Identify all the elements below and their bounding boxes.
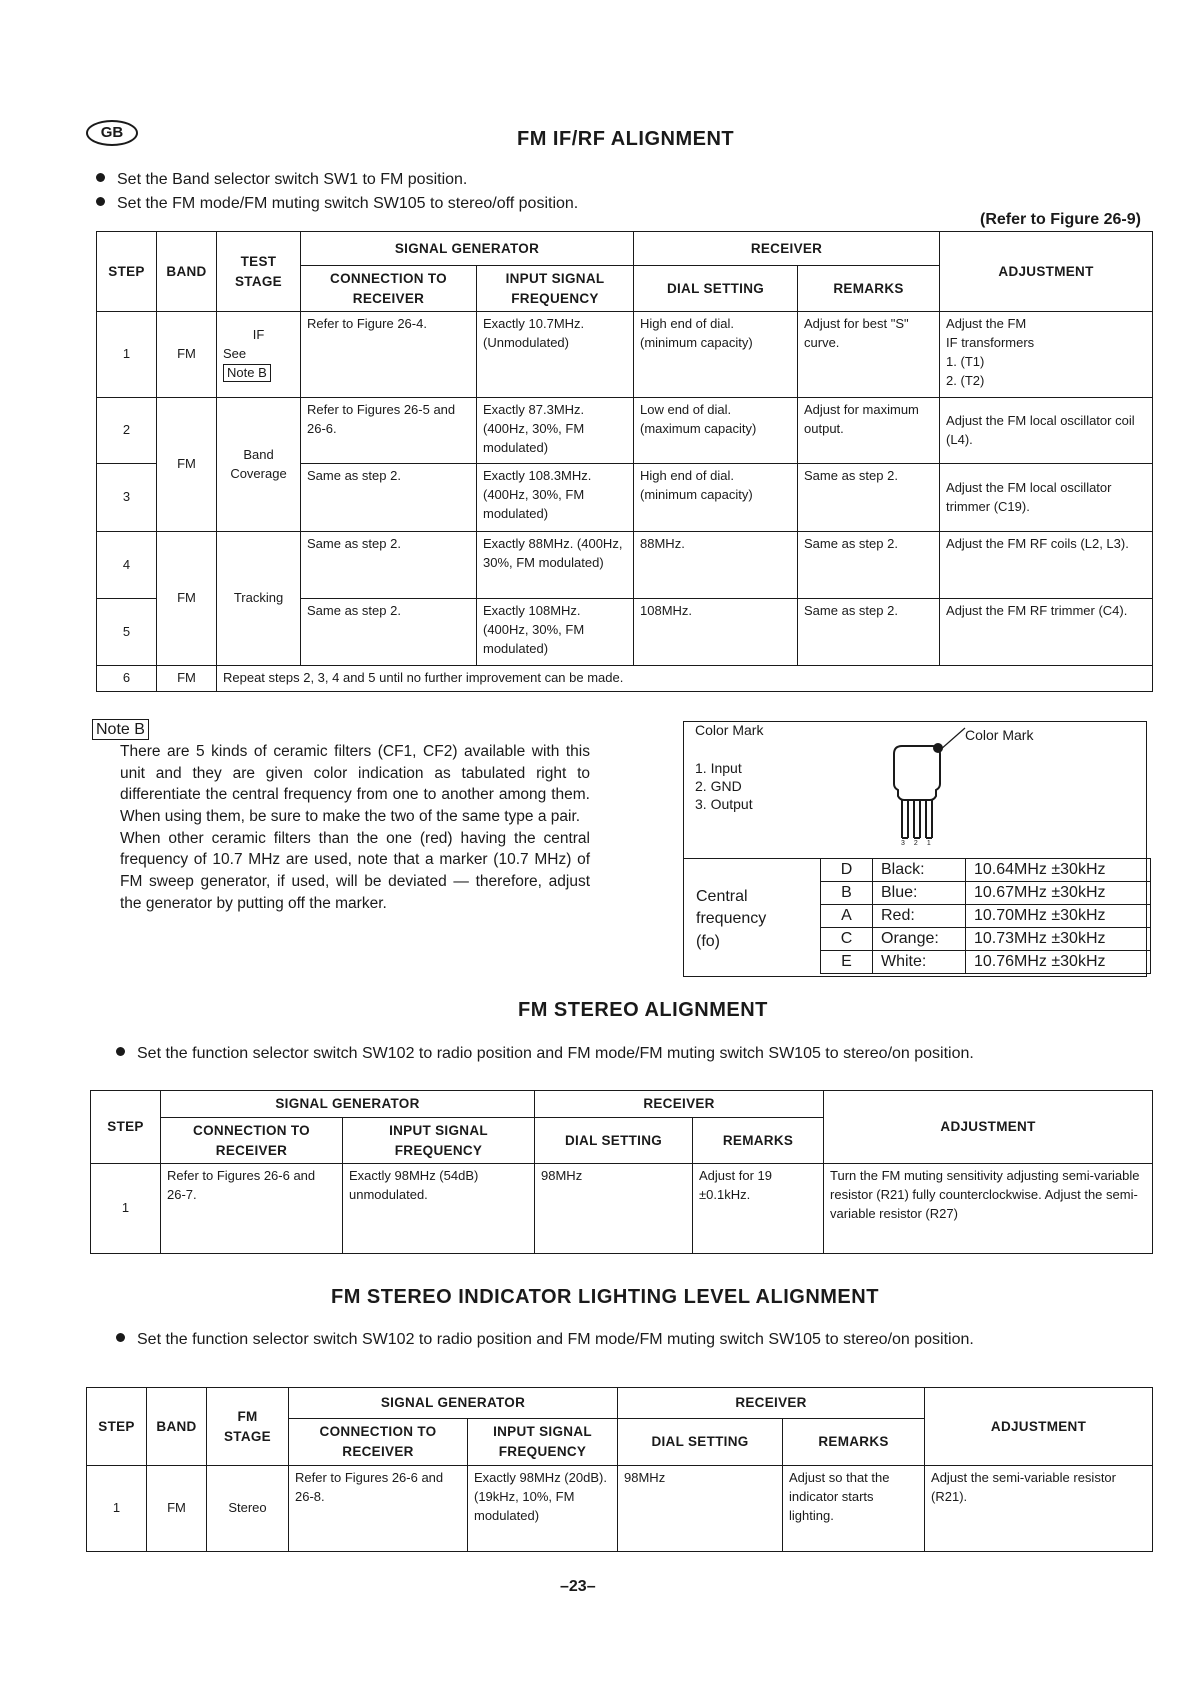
- cell-band: FM: [147, 1466, 207, 1552]
- table-row: [821, 882, 1151, 905]
- filter-color: Black:: [873, 859, 966, 882]
- bullet-icon: [96, 197, 105, 206]
- filter-code: C: [821, 928, 873, 951]
- cell-dial: 98MHz: [535, 1164, 693, 1254]
- cell-band: FM: [157, 398, 217, 532]
- stage-if: IF: [252, 327, 265, 343]
- filter-frequency: 10.67MHz ±30kHz: [966, 882, 1151, 905]
- cell-band: FM: [157, 312, 217, 398]
- bullet-icon: [116, 1047, 125, 1056]
- cell-step: 3: [97, 464, 157, 532]
- cell-repeat-note: Repeat steps 2, 3, 4 and 5 until no further improvement can be made.: [217, 666, 1153, 692]
- note-b-text: [120, 741, 590, 915]
- cell-frequency: Exactly 88MHz. (400Hz, 30%, FM modulated): [477, 532, 634, 599]
- bullet-item: Set the FM mode/FM muting switch SW105 to stereo/off position.: [96, 195, 578, 213]
- cell-remarks: Same as step 2.: [798, 532, 940, 599]
- pin-number: 2: [913, 840, 927, 847]
- header-receiver: RECEIVER: [535, 1091, 824, 1118]
- cell-adjustment: Adjust the semi-variable resistor (R21).: [925, 1466, 1153, 1552]
- cell-adjustment: Turn the FM muting sensitivity adjusting semi-variable resistor (R21) fully counterclockwise. Adjust the semi-variable resistor (R27): [824, 1164, 1153, 1254]
- cell-step: 5: [97, 599, 157, 666]
- header-signal-generator: SIGNAL GENERATOR: [301, 232, 634, 266]
- cell-connection: Refer to Figure 26-4.: [301, 312, 477, 398]
- central-label-line: (fo): [696, 932, 720, 950]
- color-mark-label: Color Mark: [695, 722, 764, 738]
- header-dial-setting: DIAL SETTING: [618, 1419, 783, 1466]
- figure-reference: (Refer to Figure 26-9): [980, 211, 1141, 228]
- pin-label: 2. GND: [695, 778, 742, 794]
- filter-frequency: 10.64MHz ±30kHz: [966, 859, 1151, 882]
- header-signal-generator: SIGNAL GENERATOR: [161, 1091, 535, 1118]
- cell-remarks: Same as step 2.: [798, 599, 940, 666]
- header-receiver: RECEIVER: [634, 232, 940, 266]
- table-row: [97, 666, 1153, 692]
- cell-remarks: Adjust for maximum output.: [798, 398, 940, 464]
- fm-if-rf-table: [96, 231, 1153, 692]
- header-adjustment: ADJUSTMENT: [925, 1388, 1153, 1466]
- cell-frequency: Exactly 108MHz. (400Hz, 30%, FM modulated): [477, 599, 634, 666]
- header-dial-setting: DIAL SETTING: [535, 1118, 693, 1164]
- cell-adjustment: Adjust the FM local oscillator trimmer (C19).: [940, 464, 1153, 532]
- cell-dial: 88MHz.: [634, 532, 798, 599]
- cell-step: 6: [97, 666, 157, 692]
- page-number: –23–: [560, 1578, 596, 1595]
- cell-frequency: Exactly 98MHz (20dB). (19kHz, 10%, FM modulated): [468, 1466, 618, 1552]
- section-title-fm-stereo-indicator: FM STEREO INDICATOR LIGHTING LEVEL ALIGNMENT: [331, 1286, 879, 1308]
- cell-connection: Same as step 2.: [301, 532, 477, 599]
- cell-dial: 98MHz: [618, 1466, 783, 1552]
- cell-stage: Tracking: [217, 532, 301, 666]
- cell-frequency: Exactly 10.7MHz. (Unmodulated): [477, 312, 634, 398]
- header-connection: CONNECTION TO RECEIVER: [161, 1118, 343, 1164]
- table-row: [97, 532, 1153, 599]
- table-row: [97, 312, 1153, 398]
- header-step: STEP: [87, 1388, 147, 1466]
- cell-band: FM: [157, 666, 217, 692]
- filter-code: B: [821, 882, 873, 905]
- header-input-frequency: INPUT SIGNAL FREQUENCY: [477, 266, 634, 312]
- pin-label: 1. Input: [695, 760, 742, 776]
- central-frequency-label: [696, 886, 766, 953]
- region-badge: GB: [86, 120, 138, 146]
- header-step: STEP: [91, 1091, 161, 1164]
- bullet-item: Set the Band selector switch SW1 to FM position.: [96, 171, 467, 189]
- cell-connection: Refer to Figures 26-5 and 26-6.: [301, 398, 477, 464]
- header-connection: CONNECTION TO RECEIVER: [301, 266, 477, 312]
- cell-remarks: Adjust so that the indicator starts lighting.: [783, 1466, 925, 1552]
- stage-see: See: [223, 346, 247, 362]
- cell-step: 2: [97, 398, 157, 464]
- cell-step: 1: [87, 1466, 147, 1552]
- header-band: BAND: [147, 1388, 207, 1466]
- header-fm-stage: FM STAGE: [207, 1388, 289, 1466]
- filter-color: Red:: [873, 905, 966, 928]
- cell-stage: Stereo: [207, 1466, 289, 1552]
- header-receiver: RECEIVER: [618, 1388, 925, 1419]
- pin-numbers: [901, 840, 940, 847]
- cell-connection: Refer to Figures 26-6 and 26-7.: [161, 1164, 343, 1254]
- table-row: [87, 1466, 1153, 1552]
- bullet-icon: [96, 173, 105, 182]
- note-b-paragraph: There are 5 kinds of ceramic filters (CF1, CF2) available with this unit and they are given color indication as tabulated right to differentiate the central frequency from one to another among them. When using them, be sure to make the two of the same type a pair.: [120, 743, 590, 826]
- filter-code: D: [821, 859, 873, 882]
- header-input-frequency: INPUT SIGNAL FREQUENCY: [343, 1118, 535, 1164]
- adjustment-line: 1. (T1): [946, 353, 985, 369]
- filter-code: A: [821, 905, 873, 928]
- header-remarks: REMARKS: [798, 266, 940, 312]
- adjustment-line: Adjust the FM: [946, 316, 1027, 332]
- header-band: BAND: [157, 232, 217, 312]
- central-label-line: frequency: [696, 910, 767, 928]
- cell-remarks: Adjust for best "S" curve.: [798, 312, 940, 398]
- filter-frequency: 10.76MHz ±30kHz: [966, 951, 1151, 974]
- cell-stage: [217, 312, 301, 398]
- ceramic-filter-icon: [880, 726, 970, 856]
- fm-stereo-indicator-table: [86, 1387, 1153, 1552]
- cell-band: FM: [157, 532, 217, 666]
- filter-frequency: 10.70MHz ±30kHz: [966, 905, 1151, 928]
- cell-adjustment: Adjust the FM local oscillator coil (L4).: [940, 398, 1153, 464]
- central-label-line: Central: [696, 888, 748, 905]
- cell-connection: Refer to Figures 26-6 and 26-8.: [289, 1466, 468, 1552]
- header-remarks: REMARKS: [693, 1118, 824, 1164]
- section-title-fm-if-rf: FM IF/RF ALIGNMENT: [517, 128, 735, 150]
- filter-color: Orange:: [873, 928, 966, 951]
- cell-step: 1: [97, 312, 157, 398]
- fm-stereo-table: [90, 1090, 1153, 1254]
- cell-dial: High end of dial. (minimum capacity): [634, 312, 798, 398]
- note-b-paragraph: When other ceramic filters than the one (red) having the central frequency of 10.7 MHz are used, note that a marker (10.7 MHz) of FM sweep generator, if used, will be deviated — therefore, adjust the generator by putting off the marker.: [120, 829, 590, 912]
- cell-adjustment: Adjust the FM RF trimmer (C4).: [940, 599, 1153, 666]
- central-frequency-table: [820, 858, 1151, 974]
- cell-frequency: Exactly 98MHz (54dB) unmodulated.: [343, 1164, 535, 1254]
- color-mark-label: Color Mark: [965, 727, 1034, 743]
- cell-adjustment: [940, 312, 1153, 398]
- section-title-fm-stereo: FM STEREO ALIGNMENT: [518, 999, 768, 1021]
- cell-remarks: Adjust for 19 ±0.1kHz.: [693, 1164, 824, 1254]
- cell-step: 1: [91, 1164, 161, 1254]
- cell-connection: Same as step 2.: [301, 599, 477, 666]
- cell-step: 4: [97, 532, 157, 599]
- cell-frequency: Exactly 108.3MHz. (400Hz, 30%, FM modulated): [477, 464, 634, 532]
- header-connection: CONNECTION TO RECEIVER: [289, 1419, 468, 1466]
- pin-number: 1: [926, 840, 940, 847]
- cell-connection: Same as step 2.: [301, 464, 477, 532]
- header-step: STEP: [97, 232, 157, 312]
- cell-stage: Band Coverage: [217, 398, 301, 532]
- header-signal-generator: SIGNAL GENERATOR: [289, 1388, 618, 1419]
- table-row: [821, 859, 1151, 882]
- cell-remarks: Same as step 2.: [798, 464, 940, 532]
- cell-dial: 108MHz.: [634, 599, 798, 666]
- box-divider: [683, 858, 821, 859]
- note-b-ref: Note B: [223, 364, 271, 382]
- filter-frequency: 10.73MHz ±30kHz: [966, 928, 1151, 951]
- table-row: [821, 951, 1151, 974]
- table-row: [97, 398, 1153, 464]
- filter-color: Blue:: [873, 882, 966, 905]
- header-adjustment: ADJUSTMENT: [824, 1091, 1153, 1164]
- adjustment-line: 2. (T2): [946, 372, 985, 388]
- table-row: [821, 928, 1151, 951]
- note-b-label: Note B: [92, 719, 149, 740]
- bullet-item: Set the function selector switch SW102 to radio position and FM mode/FM muting switch SW105 to stereo/on position.: [116, 1331, 974, 1349]
- bullet-icon: [116, 1333, 125, 1342]
- table-row: [821, 905, 1151, 928]
- cell-adjustment: Adjust the FM RF coils (L2, L3).: [940, 532, 1153, 599]
- cell-dial: High end of dial. (minimum capacity): [634, 464, 798, 532]
- header-remarks: REMARKS: [783, 1419, 925, 1466]
- pin-label: 3. Output: [695, 796, 753, 812]
- table-row: [91, 1164, 1153, 1254]
- adjustment-line: IF transformers: [946, 334, 1035, 350]
- pin-number: 3: [901, 840, 914, 847]
- header-adjustment: ADJUSTMENT: [940, 232, 1153, 312]
- bullet-item: Set the function selector switch SW102 to radio position and FM mode/FM muting switch SW105 to stereo/on position.: [116, 1045, 974, 1063]
- cell-frequency: Exactly 87.3MHz. (400Hz, 30%, FM modulated): [477, 398, 634, 464]
- header-input-frequency: INPUT SIGNAL FREQUENCY: [468, 1419, 618, 1466]
- header-dial-setting: DIAL SETTING: [634, 266, 798, 312]
- filter-code: E: [821, 951, 873, 974]
- filter-color: White:: [873, 951, 966, 974]
- cell-dial: Low end of dial. (maximum capacity): [634, 398, 798, 464]
- header-test-stage: TEST STAGE: [217, 232, 301, 312]
